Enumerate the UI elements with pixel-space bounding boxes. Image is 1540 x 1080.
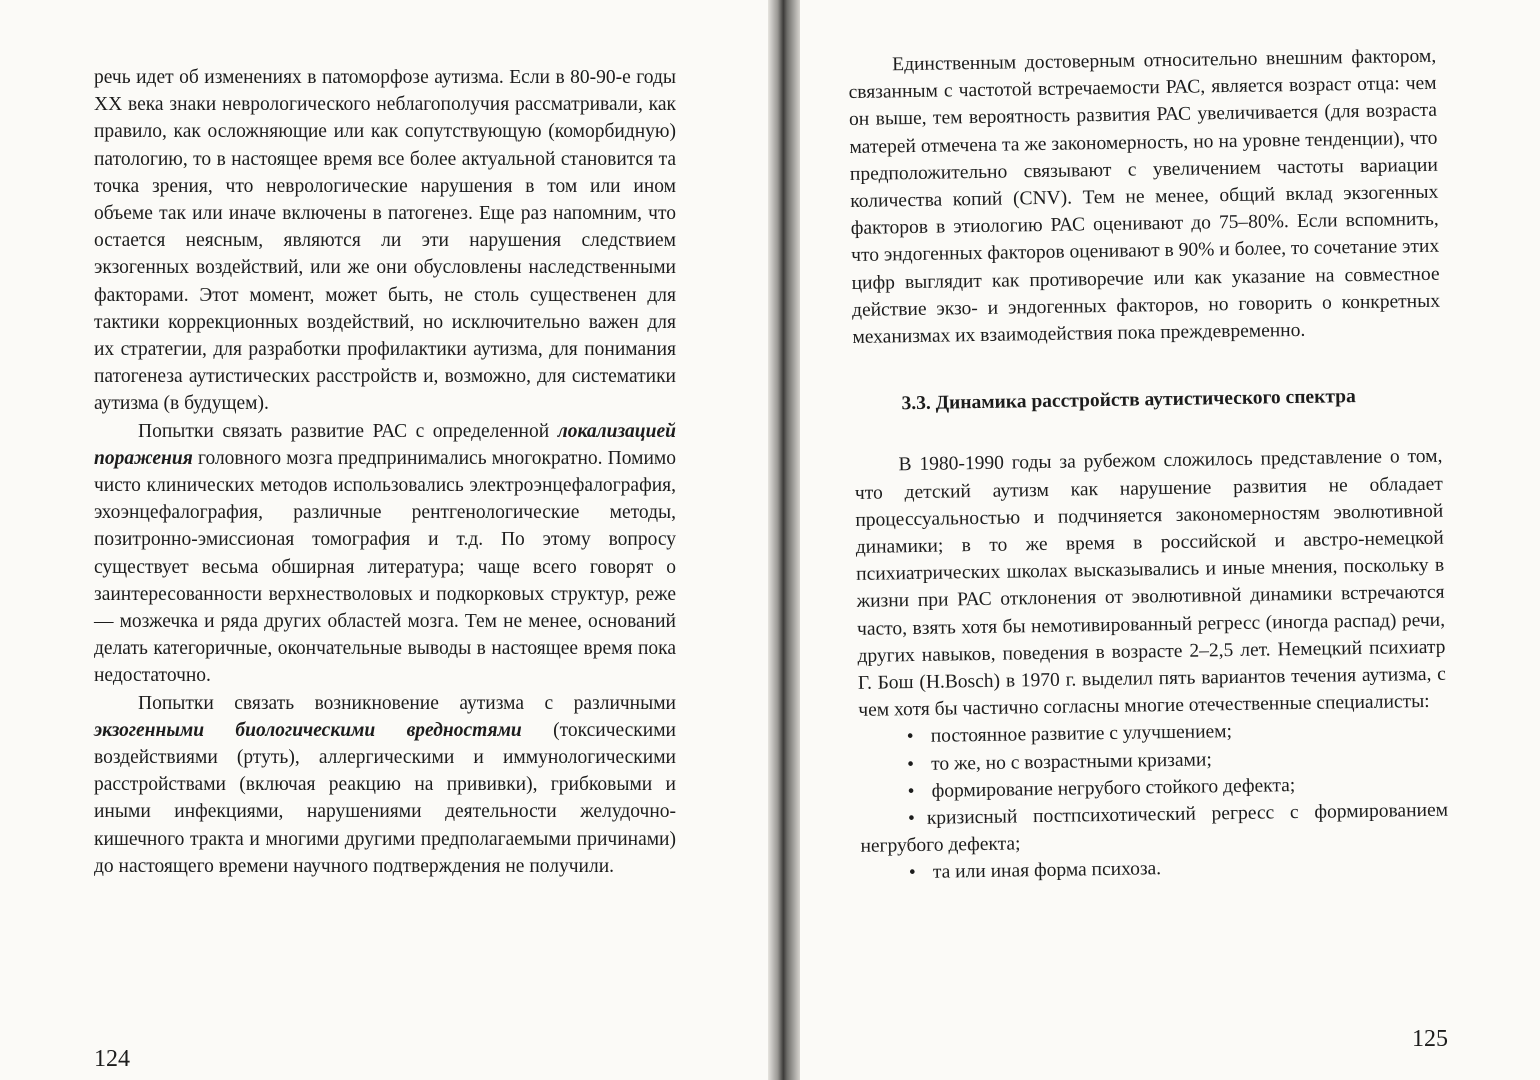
bullet-list — [859, 715, 1449, 887]
bullet-item — [860, 797, 1449, 861]
emphasized-term: локализацией поражения — [94, 420, 676, 469]
paragraph-text: (токсическими воздействиями (ртуть), аллергическими и иммунологическими расстройствами (включая реакцию на прививки), грибковыми и иными инфекциями, нарушениями деятельности желудочно-кишечного тракта и многими другими предполагаемыми причинами) до настоящего времени научного подтверждения не получили. — [94, 719, 676, 877]
paragraph — [94, 64, 676, 418]
paragraph — [848, 43, 1441, 351]
bullet-icon: • — [906, 726, 914, 748]
right-page-text — [848, 43, 1449, 888]
bullet-icon: • — [907, 780, 915, 803]
right-top-paragraphs — [848, 43, 1441, 351]
bullet-icon: • — [907, 808, 916, 830]
bullet-text: кризисный постпсихотический регресс с формированием негрубого дефекта; — [860, 799, 1449, 858]
left-page-number: 124 — [94, 1046, 130, 1072]
bullet-icon: • — [908, 862, 916, 884]
paragraph — [94, 690, 676, 880]
left-page-text — [94, 64, 676, 880]
paragraph — [94, 418, 676, 690]
paragraph-text: головного мозга предпринимались многократно. Помимо чисто клинических методов использовались электроэнцефалография, эхоэнцефалография, различные рентгенологические методы, позитронно-эмиссионая томография и т.д. По этому вопросу существует весьма обширная литература; чаще всего говорят о заинтересованности верхнестволовых и подкорковых структур, реже — мозжечка и ряда других областей мозга. Тем не менее, оснований делать категоричные, окончательные выводы в настоящее время пока недостаточно. — [94, 447, 676, 687]
emphasized-term: экзогенными биологическими вредностями — [94, 719, 522, 741]
paragraph-text: Попытки связать возникновение аутизма с различными — [138, 692, 676, 714]
section-heading: 3.3. Динамика расстройств аутистического спектра — [901, 386, 1356, 415]
bullet-icon: • — [907, 753, 915, 775]
paragraph-text: В 1980-1990 годы за рубежом сложилось представление о том, что детский аутизм как нарушение развития не обладает процессуальностью и подчиняется закономерностям эволютивной динамики; в то же время в российской и австро-немецкой психиатрических школах высказывались и иные мнения, поскольку в жизни при РАС отклонения от эволютивной динамики встречаются часто, взять хотя бы немотивированный регресс (иногда распад) речи, других навыков, поведения в возрасте 2–2,5 лет. Немецкий психиатр Г. Бош (H.Bosch) в 1970 г. выделил пять вариантов течения аутизма, с чем хотя бы частично согласны многие отечественные специалисты: — [854, 446, 1447, 722]
book-gutter — [768, 0, 800, 1080]
right-bottom-paragraphs — [854, 443, 1446, 724]
bullet-text: формирование негрубого стойкого дефекта; — [931, 774, 1296, 802]
right-page-number: 125 — [1412, 1026, 1448, 1052]
right-page — [800, 0, 1540, 1080]
paragraph-text: Попытки связать развитие РАС с определенной — [138, 420, 558, 442]
left-page — [0, 0, 768, 1080]
paragraph-text: речь идет об изменениях в патоморфозе аутизма. Если в 80-90-е годы XX века знаки неврологического неблагополучия рассматривали, как правило, как осложняющие или как сопутствующую (коморбидную) патологию, то в настоящее время все более актуальной становится та точка зрения, что неврологические нарушения в том или ином объеме так или иначе включены в патогенез. Еще раз напомним, что остается неясным, являются ли эти нарушения следствием экзогенных воздействий, или же они обусловлены наследственными факторами. Этот момент, может быть, не столь существенен для тактики коррекционных воздействий, но исключительно важен для их стратегии, для разработки профилактики аутизма, для понимания патогенеза аутистических расстройств и, возможно, для систематики аутизма (в будущем). — [94, 67, 676, 415]
bullet-text: то же, но с возрастными кризами; — [931, 749, 1212, 775]
bullet-text: та или иная форма психоза. — [932, 858, 1162, 884]
paragraph — [854, 443, 1446, 724]
bullet-text: постоянное развитие с улучшением; — [930, 721, 1233, 748]
paragraph-text: Единственным достоверным относительно внешним фактором, связанным с частотой встречаемости РАС, является возраст отца: чем он выше, тем вероятность развития РАС увеличивается (для возраста матерей отмечена та же закономерность, но на уровне тенденции), что предположительно связывают с увеличением частоты вариации количества копий (CNV). Тем не менее, общий вклад экзогенных факторов в этиологию РАС оценивают до 75–80%. Если вспомнить, что эндогенных факторов оценивают в 90% и более, то сочетание этих цифр выглядит как противоречие или как указание на совместное действие экзо- и эндогенных факторов, но говорить о конкретных механизмах их взаимодействия пока преждевременно. — [848, 45, 1441, 348]
